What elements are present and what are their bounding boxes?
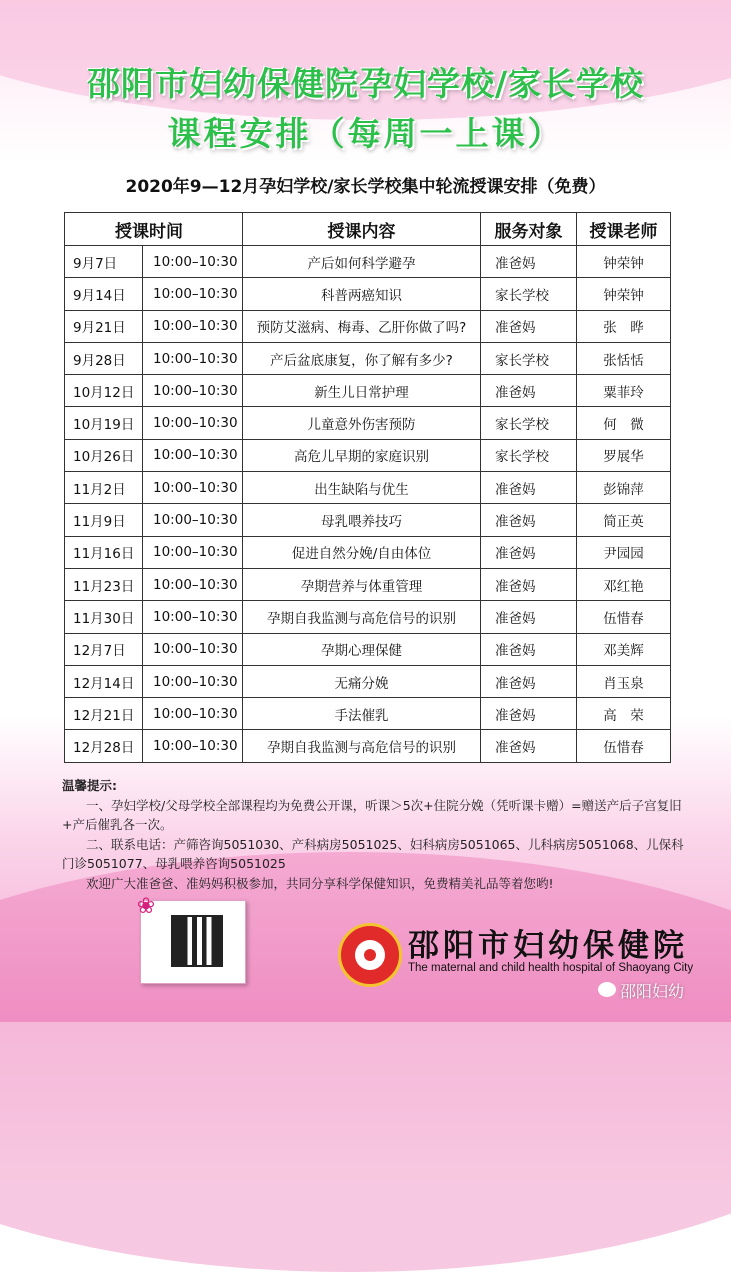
cell-date: 11月30日	[65, 601, 143, 633]
wechat-icon	[598, 982, 616, 997]
background-swoosh-bottom	[0, 852, 731, 1272]
cell-time: 10:00–10:30	[143, 278, 243, 310]
cell-audience: 家长学校	[481, 278, 577, 310]
cell-teacher: 邓红艳	[577, 568, 671, 600]
table-row	[65, 278, 671, 310]
table-row	[65, 375, 671, 407]
cell-date: 11月16日	[65, 536, 143, 568]
cell-topic: 孕期自我监测与高危信号的识别	[243, 601, 481, 633]
cell-topic: 儿童意外伤害预防	[243, 407, 481, 439]
cell-audience: 准爸妈	[481, 246, 577, 278]
poster-title-line1: 邵阳市妇幼保健院孕妇学校/家长学校	[86, 64, 645, 103]
cell-time: 10:00–10:30	[143, 601, 243, 633]
cell-audience: 家长学校	[481, 342, 577, 374]
cell-topic: 科普两癌知识	[243, 278, 481, 310]
cell-time: 10:00–10:30	[143, 246, 243, 278]
header-teacher: 授课老师	[577, 213, 671, 246]
cell-date: 11月23日	[65, 568, 143, 600]
cell-time: 10:00–10:30	[143, 730, 243, 762]
header-time: 授课时间	[65, 213, 243, 246]
cell-date: 9月21日	[65, 310, 143, 342]
tips-item-2: 二、联系电话：产筛咨询5051030、产科病房5051025、妇科病房5051065、儿科病房5051068、儿保科门诊5051077、母乳喂养咨询5051025	[62, 836, 684, 871]
cell-teacher: 罗展华	[577, 439, 671, 471]
cell-teacher: 邓美辉	[577, 633, 671, 665]
cell-teacher: 肖玉泉	[577, 665, 671, 697]
cell-audience: 准爸妈	[481, 601, 577, 633]
cell-topic: 孕期心理保健	[243, 633, 481, 665]
cell-date: 12月14日	[65, 665, 143, 697]
cell-teacher: 钟荣钟	[577, 246, 671, 278]
cell-audience: 准爸妈	[481, 375, 577, 407]
cell-date: 12月7日	[65, 633, 143, 665]
cell-date: 10月12日	[65, 375, 143, 407]
cell-date: 9月14日	[65, 278, 143, 310]
poster-title-line2: 课程安排（每周一上课）	[167, 114, 564, 153]
cell-time: 10:00–10:30	[143, 375, 243, 407]
cell-topic: 高危儿早期的家庭识别	[243, 439, 481, 471]
hospital-logo	[338, 923, 402, 987]
cell-audience: 准爸妈	[481, 633, 577, 665]
hospital-name-chinese: 邵阳市妇幼保健院	[408, 928, 688, 964]
cell-topic: 手法催乳	[243, 698, 481, 730]
cell-teacher: 伍惜春	[577, 730, 671, 762]
cell-audience: 家长学校	[481, 439, 577, 471]
table-row	[65, 472, 671, 504]
cell-topic: 产后如何科学避孕	[243, 246, 481, 278]
cell-teacher: 何 微	[577, 407, 671, 439]
cell-date: 10月26日	[65, 439, 143, 471]
cell-teacher: 简正英	[577, 504, 671, 536]
cell-date: 11月9日	[65, 504, 143, 536]
table-row	[65, 407, 671, 439]
table-row	[65, 698, 671, 730]
tips-item-3: 欢迎广大准爸爸、准妈妈积极参加，共同分享科学保健知识，免费精美礼品等着您哟!	[86, 875, 554, 891]
table-row	[65, 568, 671, 600]
cell-teacher: 尹园园	[577, 536, 671, 568]
header-audience: 服务对象	[481, 213, 577, 246]
cell-date: 12月28日	[65, 730, 143, 762]
cell-teacher: 高 荣	[577, 698, 671, 730]
course-schedule-table	[64, 212, 671, 763]
cell-topic: 无痛分娩	[243, 665, 481, 697]
cell-audience: 家长学校	[481, 407, 577, 439]
table-row	[65, 310, 671, 342]
cell-audience: 准爸妈	[481, 536, 577, 568]
cell-teacher: 伍惜春	[577, 601, 671, 633]
cell-topic: 产后盆底康复，你了解有多少?	[243, 342, 481, 374]
cell-date: 12月21日	[65, 698, 143, 730]
cell-audience: 准爸妈	[481, 568, 577, 600]
ribbon-bow-icon: ❀	[136, 894, 156, 919]
cell-topic: 母乳喂养技巧	[243, 504, 481, 536]
cell-time: 10:00–10:30	[143, 536, 243, 568]
cell-time: 10:00–10:30	[143, 698, 243, 730]
cell-date: 9月7日	[65, 246, 143, 278]
cell-date: 10月19日	[65, 407, 143, 439]
cell-topic: 预防艾滋病、梅毒、乙肝你做了吗?	[243, 310, 481, 342]
table-row	[65, 342, 671, 374]
cell-teacher: 张恬恬	[577, 342, 671, 374]
table-row	[65, 633, 671, 665]
tips-heading: 温馨提示:	[62, 778, 117, 793]
table-body	[65, 246, 671, 763]
cell-topic: 孕期营养与体重管理	[243, 568, 481, 600]
cell-time: 10:00–10:30	[143, 633, 243, 665]
qr-code-image	[171, 915, 223, 967]
table-row	[65, 439, 671, 471]
table-header-row	[65, 213, 671, 246]
cell-audience: 准爸妈	[481, 730, 577, 762]
cell-teacher: 钟荣钟	[577, 278, 671, 310]
cell-topic: 出生缺陷与优生	[243, 472, 481, 504]
table-row	[65, 536, 671, 568]
tips-section	[62, 776, 692, 893]
schedule-subtitle: 2020年9—12月孕妇学校/家长学校集中轮流授课安排（免费）	[125, 177, 606, 197]
cell-date: 9月28日	[65, 342, 143, 374]
header-topic: 授课内容	[243, 213, 481, 246]
cell-time: 10:00–10:30	[143, 665, 243, 697]
cell-topic: 孕期自我监测与高危信号的识别	[243, 730, 481, 762]
cell-topic: 新生儿日常护理	[243, 375, 481, 407]
cell-time: 10:00–10:30	[143, 342, 243, 374]
logo-mother-child-icon	[355, 940, 385, 970]
cell-time: 10:00–10:30	[143, 568, 243, 600]
cell-teacher: 张 晔	[577, 310, 671, 342]
cell-time: 10:00–10:30	[143, 310, 243, 342]
cell-audience: 准爸妈	[481, 472, 577, 504]
table-row	[65, 246, 671, 278]
table-row	[65, 730, 671, 762]
cell-audience: 准爸妈	[481, 310, 577, 342]
cell-date: 11月2日	[65, 472, 143, 504]
cell-topic: 促进自然分娩/自由体位	[243, 536, 481, 568]
cell-audience: 准爸妈	[481, 698, 577, 730]
table-row	[65, 665, 671, 697]
cell-time: 10:00–10:30	[143, 439, 243, 471]
cell-teacher: 粟菲玲	[577, 375, 671, 407]
watermark-account-name: 邵阳妇幼	[620, 982, 685, 1001]
table-row	[65, 601, 671, 633]
cell-audience: 准爸妈	[481, 504, 577, 536]
hospital-name-english: The maternal and child health hospital of Shaoyang City	[408, 962, 694, 974]
tips-item-1: 一、孕妇学校/父母学校全部课程均为免费公开课，听课＞5次+住院分娩（凭听课卡赠）=赠送产后子宫复旧+产后催乳各一次。	[62, 797, 682, 832]
cell-teacher: 彭锦萍	[577, 472, 671, 504]
cell-time: 10:00–10:30	[143, 407, 243, 439]
cell-time: 10:00–10:30	[143, 504, 243, 536]
cell-audience: 准爸妈	[481, 665, 577, 697]
cell-time: 10:00–10:30	[143, 472, 243, 504]
table-row	[65, 504, 671, 536]
